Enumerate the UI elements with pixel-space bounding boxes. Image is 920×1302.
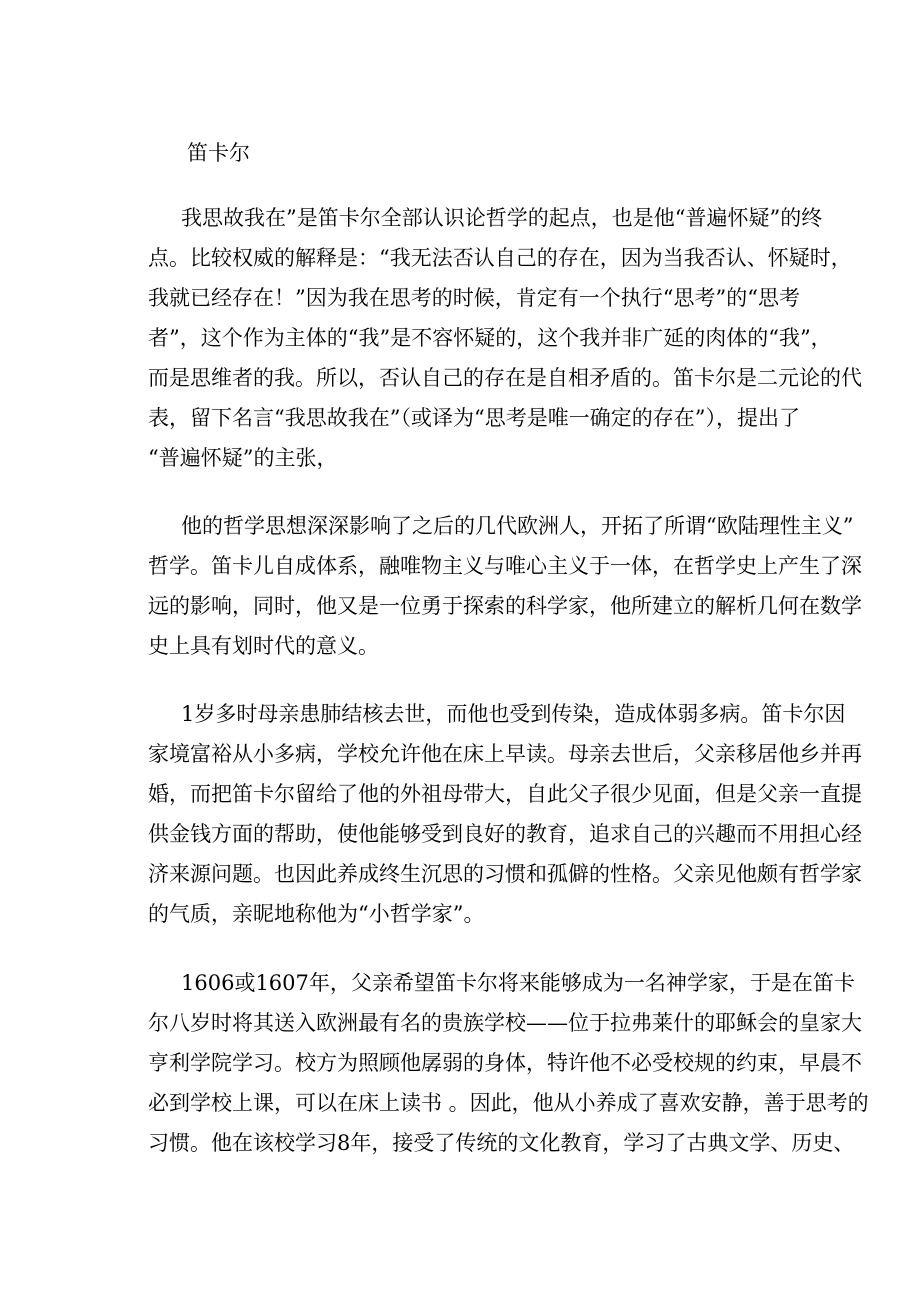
paragraph-line: 我就已经存在！”因为我在思考的时候，肯定有一个执行“思考”的“思考 — [148, 286, 800, 310]
paragraph-line: 家境富裕从小多病，学校允许他在床上早读。母亲去世后，父亲移居他乡并再 — [148, 742, 862, 766]
paragraph-line: 1岁多时母亲患肺结核去世，而他也受到传染，造成体弱多病。笛卡尔因 — [181, 702, 846, 726]
paragraph-line: 史上具有划时代的意义。 — [148, 634, 379, 658]
paragraph-line: 必到学校上课，可以在床上读书 。因此，他从小养成了喜欢安静，善于思考的 — [148, 1091, 869, 1115]
paragraph-4 — [148, 963, 869, 1163]
paragraph-line: 表，留下名言“我思故我在”（或译为“思考是唯一确定的存在”），提出了 — [148, 406, 800, 430]
paragraph-line: 点。比较权威的解释是：“我无法否认自己的存在，因为当我否认、怀疑时， — [148, 246, 852, 270]
paragraph-line: 他的哲学思想深深影响了之后的几代欧洲人，开拓了所谓“欧陆理性主义” — [181, 514, 854, 538]
paragraph-2 — [148, 506, 862, 666]
paragraph-line: 1606或1607年，父亲希望笛卡尔将来能够成为一名神学家，于是在笛卡 — [181, 971, 855, 995]
paragraph-line: 的气质，亲昵地称他为“小哲学家”。 — [148, 902, 485, 926]
paragraph-line: 我思故我在”是笛卡尔全部认识论哲学的起点，也是他“普遍怀疑”的终 — [181, 206, 823, 230]
document-title: 笛卡尔 — [187, 141, 250, 165]
paragraph-3 — [148, 694, 862, 934]
paragraph-line: 供金钱方面的帮助，使他能够受到良好的教育，追求自己的兴趣而不用担心经 — [148, 822, 862, 846]
paragraph-line: 而是思维者的我。所以，否认自己的存在是自相矛盾的。笛卡尔是二元论的代 — [148, 366, 862, 390]
paragraph-line: 婚，而把笛卡尔留给了他的外祖母带大，自此父子很少见面，但是父亲一直提 — [148, 782, 862, 806]
paragraph-line: 者”，这个作为主体的“我”是不容怀疑的，这个我并非广延的肉体的“我”， — [148, 326, 832, 350]
paragraph-line: 济来源问题。也因此养成终生沉思的习惯和孤僻的性格。父亲见他颇有哲学家 — [148, 862, 862, 886]
paragraph-line: 尔八岁时将其送入欧洲最有名的贵族学校——位于拉弗莱什的耶稣会的皇家大 — [148, 1011, 862, 1035]
paragraph-line: 远的影响，同时，他又是一位勇于探索的科学家，他所建立的解析几何在数学 — [148, 594, 862, 618]
paragraph-line: 亨利学院学习。校方为照顾他孱弱的身体，特许他不必受校规的约束，早晨不 — [148, 1051, 862, 1075]
paragraph-1 — [148, 198, 862, 478]
paragraph-line: 习惯。他在该校学习8年，接受了传统的文化教育，学习了古典文学、历史、 — [148, 1131, 855, 1155]
paragraph-line: “普遍怀疑”的主张， — [148, 446, 338, 470]
paragraph-line: 哲学。笛卡儿自成体系，融唯物主义与唯心主义于一体，在哲学史上产生了深 — [148, 554, 862, 578]
